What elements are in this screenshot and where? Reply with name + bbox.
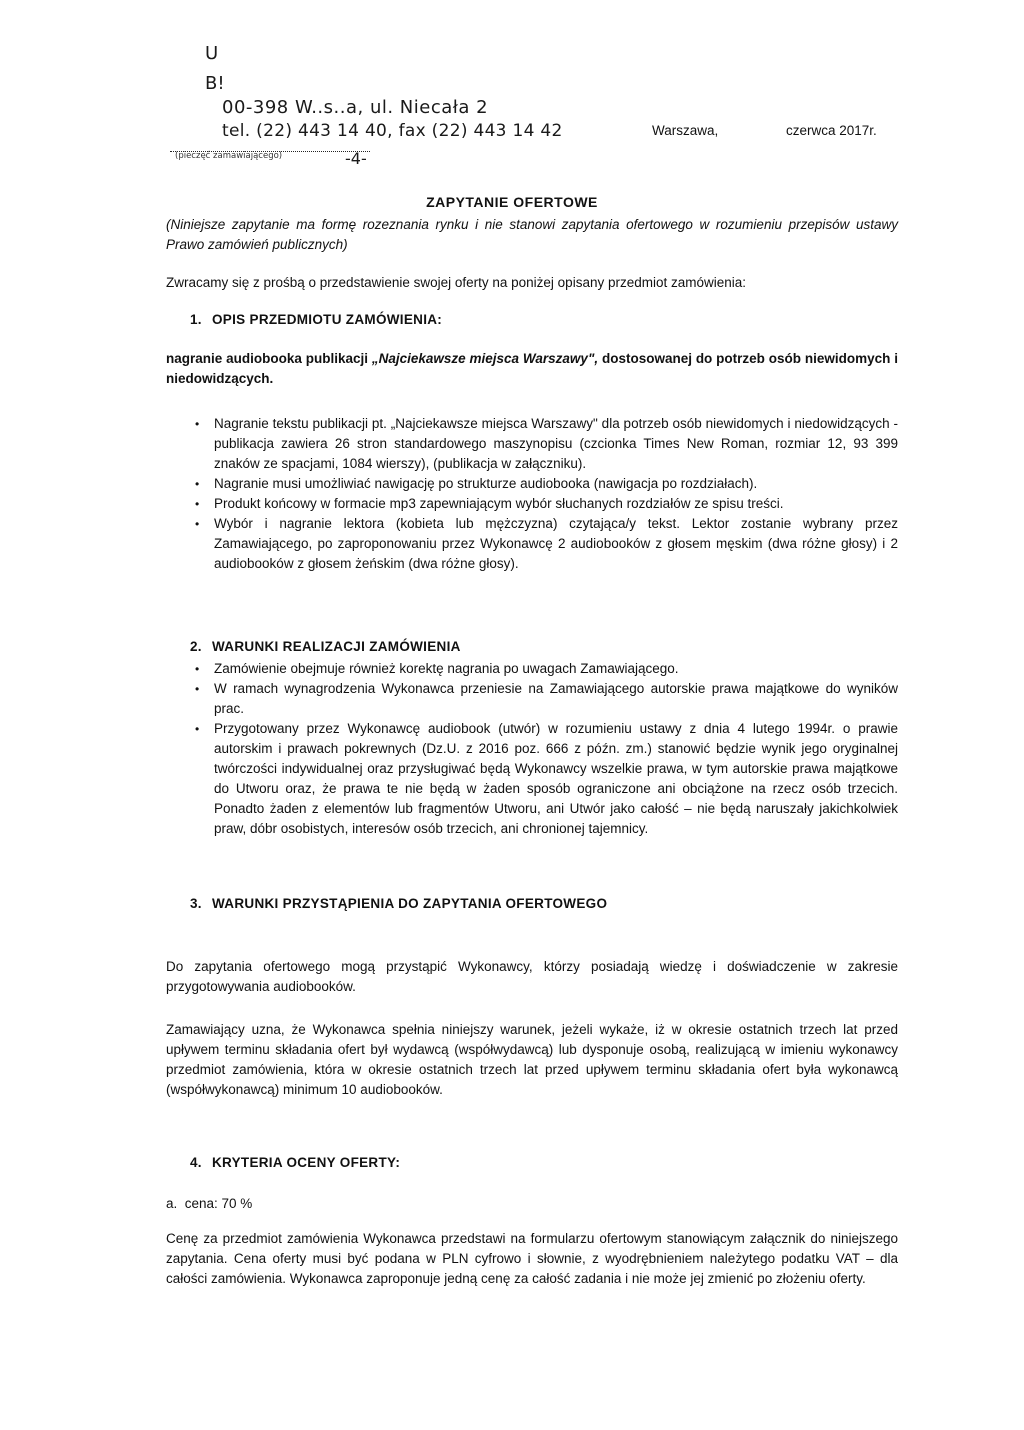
section-1-title: OPIS PRZEDMIOTU ZAMÓWIENIA: <box>212 312 443 327</box>
section-2-number: 2. <box>190 639 202 654</box>
section-1-number: 1. <box>190 312 202 327</box>
stamp-label: (pieczęć zamawiającego) <box>175 151 283 161</box>
intro-paragraph: Zwracamy się z prośbą o przedstawienie swojej oferty na poniżej opisany przedmiot zamówienia: <box>166 275 747 290</box>
section-3-title: WARUNKI PRZYSTĄPIENIA DO ZAPYTANIA OFERTOWEGO <box>212 896 608 911</box>
section-4-title: KRYTERIA OCENY OFERTY: <box>212 1155 401 1170</box>
stamp-line-2: B! <box>205 73 225 94</box>
section-3-number: 3. <box>190 896 202 911</box>
section-4-number: 4. <box>190 1155 202 1170</box>
list-item: • Nagranie musi umożliwiać nawigację po strukturze audiobooka (nawigacja po rozdziałach). <box>190 474 898 494</box>
stamp-phone: tel. (22) 443 14 40, fax (22) 443 14 42 <box>222 121 563 141</box>
document-title: ZAPYTANIE OFERTOWE <box>426 194 598 210</box>
list-item: • Nagranie tekstu publikacji pt. „Najciekawsze miejsca Warszawy" dla potrzeb osób niewidomych i niedowidzących - publikacja zawiera 26 stron standardowego maszynopisu (czcionka Times New Roman, rozmiar 12, 93 399 znaków ze spacjami, 1084 wierszy), (publikacja w załączniku). <box>190 414 898 474</box>
criterion-price: a. cena: 70 % <box>166 1196 253 1211</box>
section-3-paragraph-2: Zamawiający uzna, że Wykonawca spełnia niniejszy warunek, jeżeli wykaże, iż w okresie ostatnich trzech lat przed upływem terminu składania ofert był wydawcą (współwydawcą) lub dysponuje osobą, realizującą w imieniu wykonawcy przedmiot zamówienia, która w okresie ostatnich trzech lat przed upływem terminu składania ofert była wykonawcą (współwykonawcą) minimum 10 audiobooków. <box>166 1022 898 1097</box>
date: czerwca 2017r. <box>786 123 877 138</box>
list-item: • Zamówienie obejmuje również korektę nagrania po uwagach Zamawiającego. <box>190 659 898 679</box>
document-subtitle: (Niniejsze zapytanie ma formę rozeznania rynku i nie stanowi zapytania ofertowego w rozumieniu przepisów ustawy Prawo zamówień publicznych) <box>166 217 898 252</box>
list-item: • W ramach wynagrodzenia Wykonawca przeniesie na Zamawiającego autorskie prawa majątkowe do wyników prac. <box>190 679 898 719</box>
page-marker: -4- <box>345 149 367 168</box>
section-1-lead <box>166 349 898 389</box>
section-1-list <box>190 414 898 574</box>
city: Warszawa, <box>652 123 719 138</box>
lead-part-1: nagranie audiobooka publikacji <box>166 351 368 366</box>
stamp-line-1: U <box>205 43 219 64</box>
list-item: • Przygotowany przez Wykonawcę audiobook (utwór) w rozumieniu ustawy z dnia 4 lutego 1994r. o prawie autorskim i prawach pokrewnych (Dz.U. z 2016 poz. 666 z późn. zm.) stanowić będzie wynik jego oryginalnej twórczości indywidualnej oraz przysługiwać będą Wykonawcy wszelkie prawa, w tym autorskie prawa majątkowe do Utworu oraz, że prawa te nie będą w żaden sposób ograniczone ani obciążone na rzecz osób trzecich. Ponadto żaden z elementów lub fragmentów Utworu, ani Utwór jako całość – nie będą naruszały jakichkolwiek praw, dóbr osobistych, interesów osób trzecich, ani chronionej tajemnicy. <box>190 719 898 839</box>
section-2-heading <box>190 637 461 657</box>
section-2-title: WARUNKI REALIZACJI ZAMÓWIENIA <box>212 639 461 654</box>
section-4-heading <box>190 1153 400 1173</box>
section-2-list <box>190 659 898 839</box>
section-1-heading <box>190 310 442 330</box>
section-3-heading <box>190 894 607 914</box>
lead-part-2: dostosowanej do potrzeb osób niewidomych i niedowidzących. <box>166 351 898 386</box>
section-3-paragraph-1: Do zapytania ofertowego mogą przystąpić Wykonawcy, którzy posiadają wiedzę i doświadczenie w zakresie przygotowywania audiobooków. <box>166 959 898 994</box>
stamp-address: 00-398 W..s..a, ul. Niecała 2 <box>222 97 489 118</box>
list-item: • Produkt końcowy w formacie mp3 zapewniającym wybór słuchanych rozdziałów ze spisu treści. <box>190 494 898 514</box>
lead-publication-title: „Najciekawsze miejsca Warszawy", <box>371 351 599 366</box>
list-item: • Wybór i nagranie lektora (kobieta lub mężczyzna) czytająca/y tekst. Lektor zostanie wybrany przez Zamawiającego, po zaproponowaniu przez Wykonawcę 2 audiobooków z głosem męskim (dwa różne głosy) i 2 audiobooków z głosem żeńskim (dwa różne głosy). <box>190 514 898 574</box>
section-4-paragraph: Cenę za przedmiot zamówienia Wykonawca przedstawi na formularzu ofertowym stanowiącym załącznik do niniejszego zapytania. Cena oferty musi być podana w PLN cyfrowo i słownie, z wyodrębnieniem należytego podatku VAT – dla całości zamówienia. Wykonawca zaproponuje jedną cenę za całość zadania i nie może jej zmienić po złożeniu oferty. <box>166 1231 898 1286</box>
